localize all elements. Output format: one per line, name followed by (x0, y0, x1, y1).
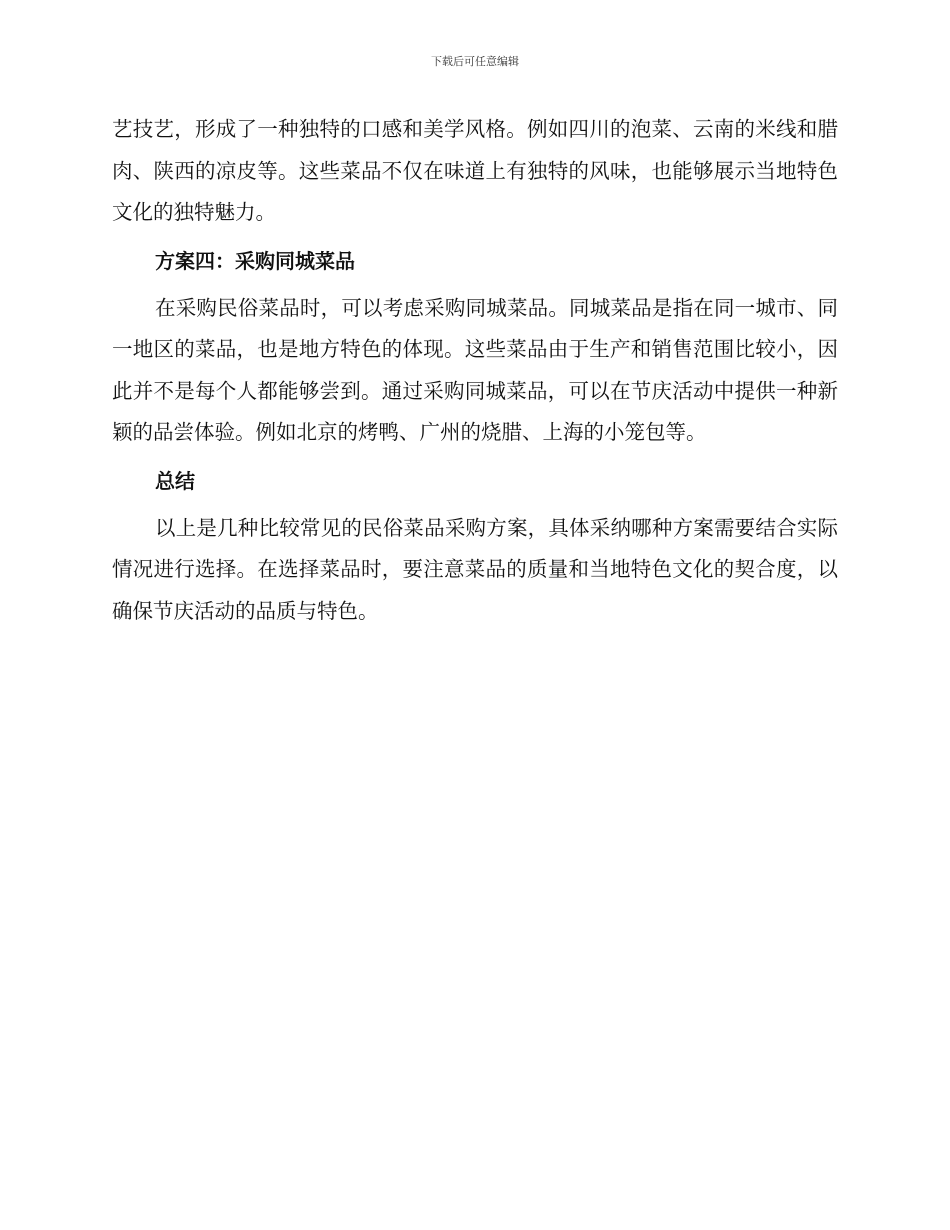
section-heading-plan-four: 方案四：采购同城菜品 (155, 248, 355, 273)
continuation-paragraph: 艺技艺，形成了一种独特的口感和美学风格。例如四川的泡菜、云南的米线和腊肉、陕西的凉皮等。这些菜品不仅在味道上有独特的风味，也能够展示当地特色文化的独特魅力。 (112, 117, 838, 224)
section-paragraph-plan-four: 在采购民俗菜品时，可以考虑采购同城菜品。同城菜品是指在同一城市、同一地区的菜品，也是地方特色的体现。这些菜品由于生产和销售范围比较小，因此并不是每个人都能够尝到。通过采购同城菜品，可以在节庆活动中提供一种新颖的品尝体验。例如北京的烤鸭、广州的烧腊、上海的小笼包等。 (112, 295, 838, 444)
section-paragraph-summary: 以上是几种比较常见的民俗菜品采购方案，具体采纳哪种方案需要结合实际情况进行选择。在选择菜品时，要注意菜品的质量和当地特色文化的契合度，以确保节庆活动的品质与特色。 (112, 515, 838, 623)
document-body (112, 109, 838, 632)
section-heading-summary: 总结 (155, 468, 195, 493)
page-header: 下载后可任意编辑 (431, 55, 519, 68)
